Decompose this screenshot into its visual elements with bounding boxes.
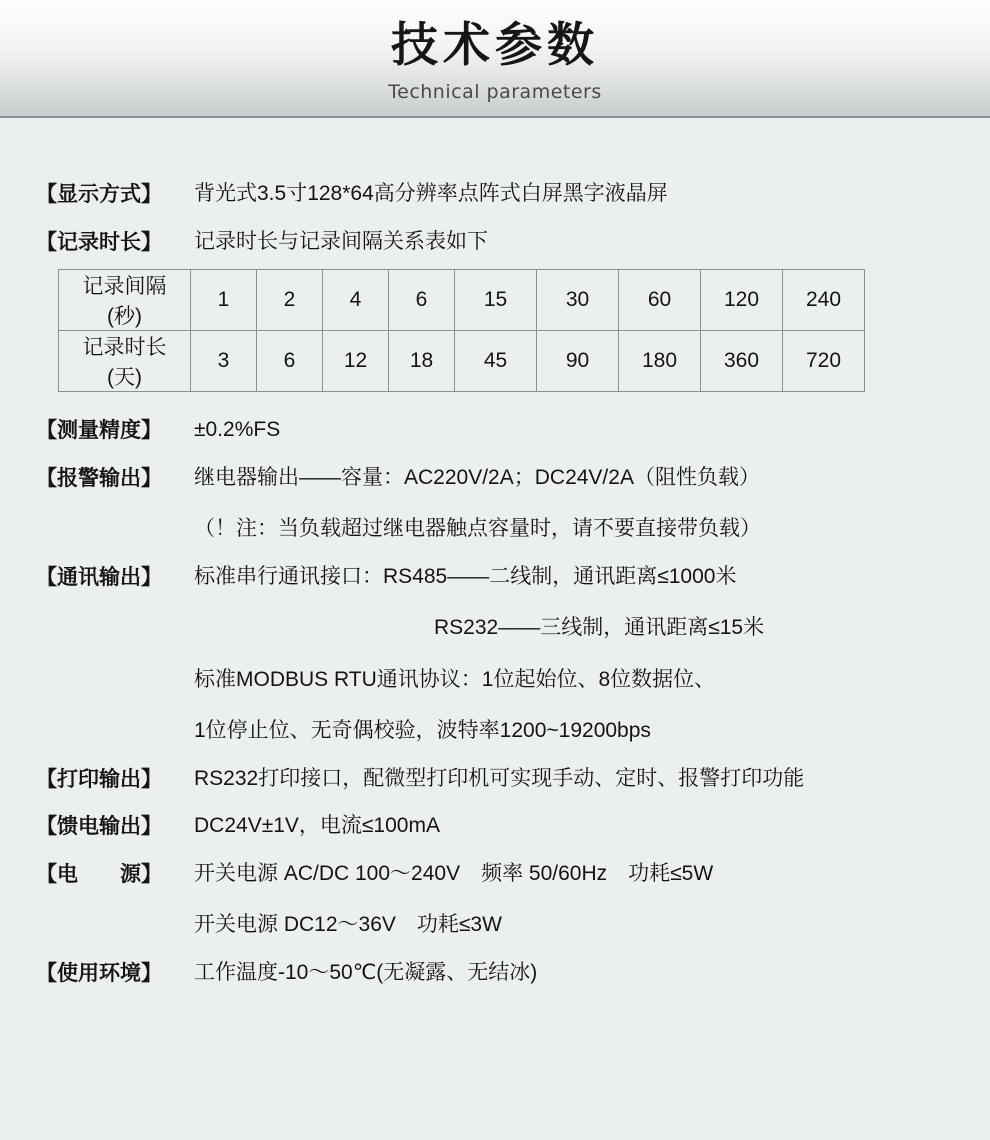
spec-value-record-time: 记录时长与记录间隔关系表如下: [194, 229, 488, 253]
table-cell: 720: [783, 331, 865, 392]
table-cell: 15: [455, 270, 537, 331]
spec-row-record-time: [0, 226, 990, 258]
spec-row-power-feed: [0, 810, 990, 842]
table-cell: 90: [537, 331, 619, 392]
spec-label-alarm-output: 【报警输出】: [36, 466, 162, 490]
spec-value-print-output: RS232打印接口，配微型打印机可实现手动、定时、报警打印功能: [194, 766, 805, 790]
table-cell: 18: [389, 331, 455, 392]
table-cell: 1: [191, 270, 257, 331]
spec-row-alarm-output: [0, 462, 990, 545]
spec-label-accuracy: 【测量精度】: [36, 419, 162, 442]
spec-row-environment: [0, 957, 990, 989]
power-supply-line2: 开关电源 DC12～36V 功耗≤3W: [194, 913, 502, 936]
spec-label-power-supply: 【电 源】: [36, 862, 162, 886]
spec-label-comm-output: 【通讯输出】: [36, 565, 162, 589]
comm-output-line2: RS232——三线制，通讯距离≤15米: [434, 616, 765, 639]
spec-row-comm-output: [0, 561, 990, 747]
table-cell: 2: [257, 270, 323, 331]
power-supply-line1: 开关电源 AC/DC 100～240V 频率 50/60Hz 功耗≤5W: [194, 861, 714, 885]
comm-output-line1: 标准串行通讯接口：RS485——二线制，通讯距离≤1000米: [194, 564, 737, 588]
spec-value-accuracy: ±0.2%FS: [194, 418, 281, 441]
table-cell: 240: [783, 270, 865, 331]
table-cell: 6: [389, 270, 455, 331]
spec-value-alarm-output: [194, 462, 990, 545]
spec-label-record-time: 【记录时长】: [36, 230, 162, 254]
spec-row-display: [0, 178, 990, 210]
spec-content: [0, 118, 990, 988]
spec-row-print-output: [0, 763, 990, 795]
table-cell: 30: [537, 270, 619, 331]
spec-label-environment: 【使用环境】: [36, 961, 162, 985]
table-cell: 60: [619, 270, 701, 331]
spec-row-power-supply: [0, 858, 990, 941]
table-cell: 3: [191, 331, 257, 392]
table-row: [59, 331, 865, 392]
spec-value-comm-output: [194, 561, 990, 747]
alarm-output-main: 继电器输出——容量：AC220V/2A；DC24V/2A（阻性负载）: [194, 465, 760, 489]
spec-value-power-feed: DC24V±1V，电流≤100mA: [194, 814, 440, 837]
alarm-output-note: （！注：当负载超过继电器触点容量时，请不要直接带负载）: [194, 517, 761, 540]
spec-label-print-output: 【打印输出】: [36, 767, 162, 791]
record-interval-table: [58, 269, 865, 392]
table-cell: 45: [455, 331, 537, 392]
table-cell: 180: [619, 331, 701, 392]
table-row-header-duration: 记录时长(天): [59, 331, 191, 392]
spec-value-display: 背光式3.5寸128*64高分辨率点阵式白屏黑字液晶屏: [194, 182, 668, 205]
table-cell: 6: [257, 331, 323, 392]
comm-output-line4: 1位停止位、无奇偶校验，波特率1200~19200bps: [194, 719, 651, 742]
page-subtitle: Technical parameters: [388, 81, 602, 103]
spec-value-power-supply: [194, 858, 990, 941]
table-cell: 12: [323, 331, 389, 392]
table-cell: 360: [701, 331, 783, 392]
table-cell: 120: [701, 270, 783, 331]
comm-output-line3: 标准MODBUS RTU通讯协议：1位起始位、8位数据位、: [194, 667, 716, 691]
spec-row-accuracy: [0, 414, 990, 446]
spec-value-environment: 工作温度-10～50℃(无凝露、无结冰): [194, 960, 538, 984]
page-title: 技术参数: [391, 18, 599, 73]
table-row: [59, 270, 865, 331]
table-cell: 4: [323, 270, 389, 331]
record-interval-table-wrap: [0, 269, 990, 392]
table-row-header-interval: 记录间隔(秒): [59, 270, 191, 331]
spec-label-display: 【显示方式】: [36, 183, 162, 206]
page-banner: [0, 0, 990, 118]
spec-label-power-feed: 【馈电输出】: [36, 815, 162, 838]
